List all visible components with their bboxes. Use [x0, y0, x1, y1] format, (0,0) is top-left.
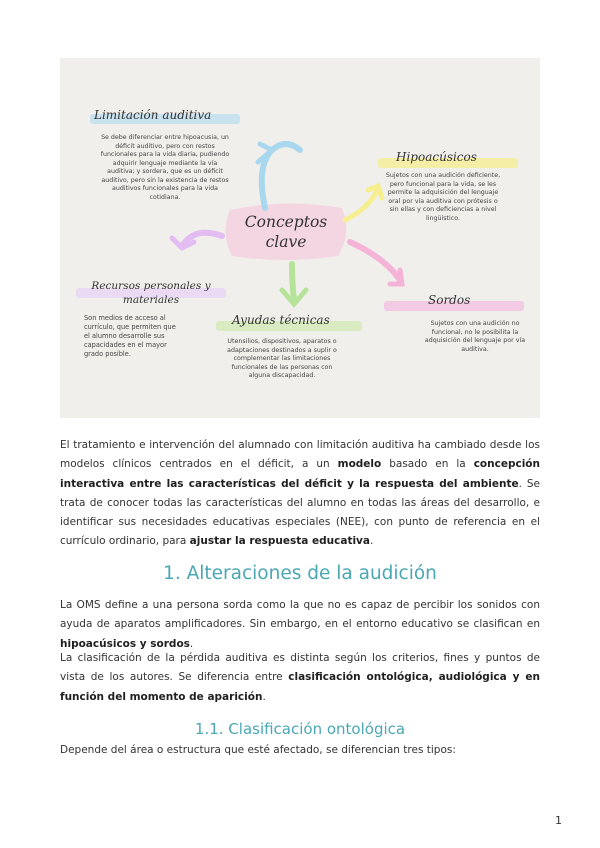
- section-1-paragraph-1: [60, 596, 540, 654]
- node-text-recursos: Son medios de acceso al currículo, que permiten que el alumno desarrolle sus capacidades en el mayor grado posible.: [84, 314, 176, 358]
- intro-paragraph: [60, 436, 540, 552]
- section-1-paragraph-2: [60, 649, 540, 707]
- intro-bold-ajustar: ajustar la respuesta educativa: [189, 535, 370, 548]
- node-text-hipoacusicos: Sujetos con una audición deficiente, pero funcional para la vida, se les permite la adquisición del lenguaje oral por vía auditiva con prótesis o sin ellas y con deficiencias a nivel lingüístico.: [385, 172, 501, 222]
- intro-bold-concepcion: concepción interactiva entre las características del déficit y la respuesta del ambiente: [60, 458, 540, 490]
- section-1-heading: 1. Alteraciones de la audición: [163, 563, 437, 584]
- section-1-1-paragraph: Depende del área o estructura que esté afectado, se diferencian tres tipos:: [60, 744, 456, 756]
- node-text-ayudas: Utensilios, dispositivos, aparatos o adaptaciones destinados a suplir o complementar las limitaciones funcionales de las personas con alguna discapacidad.: [227, 338, 337, 379]
- intro-text-2: basado en la: [381, 458, 474, 471]
- s1-p1-text: La OMS define a una persona sorda como la que no es capaz de percibir los sonidos con ayuda de aparatos amplificadores. Sin embargo, en el entorno educativo se clasifican en: [60, 599, 540, 631]
- node-title-recursos: Recursos personales y materiales: [91, 280, 211, 306]
- node-title-sordos: Sordos: [428, 293, 471, 307]
- concept-map: [60, 58, 540, 418]
- intro-bold-modelo: modelo: [337, 458, 382, 471]
- intro-text-4: .: [370, 535, 374, 548]
- page-number: 1: [555, 814, 562, 827]
- s1-p2-text: La clasificación de la pérdida auditiva es distinta según los criterios, fines y puntos de vista de los autores. Se diferencia entre: [60, 652, 540, 684]
- intro-text-3: . Se trata de conocer todas las características del alumno en todas las áreas del desarrollo, e identificar sus necesidades educativas especiales (NEE), con punto de referencia en el currículo ordinario, para: [60, 477, 540, 548]
- s1-p1-bold: hipoacúsicos y sordos: [60, 637, 190, 650]
- s1-p2-bold: clasificación ontológica, audiológica y en función del momento de aparición: [60, 671, 541, 703]
- node-text-sordos: Sujetos con una audición no funcional, no le posibilita la adquisición del lenguaje por vía auditiva.: [424, 320, 526, 353]
- node-title-ayudas: Ayudas técnicas: [232, 313, 330, 327]
- node-title-limitacion: Limitación auditiva: [94, 108, 212, 122]
- concept-map-center: Conceptos clave: [244, 213, 328, 252]
- s1-p1-end: .: [189, 637, 194, 650]
- node-text-limitacion: Se debe diferenciar entre hipoacusia, un déficit auditivo, pero con restos funcionales para la vida diaria, pudiendo adquirir lenguaje mediante la vía auditiva; y sordera, que es un déficit auditivo, pero sin la existencia de restos auditivos funcionales para la vida cotidiana.: [100, 134, 230, 201]
- s1-p2-end: .: [262, 690, 266, 703]
- intro-text-1: El tratamiento e intervención del alumnado con limitación auditiva ha cambiado desde los modelos clínicos centrados en el déficit, a un: [60, 439, 540, 471]
- section-1-1-heading: 1.1. Clasificación ontológica: [194, 720, 406, 738]
- node-title-hipoacusicos: Hipoacúsicos: [396, 150, 477, 164]
